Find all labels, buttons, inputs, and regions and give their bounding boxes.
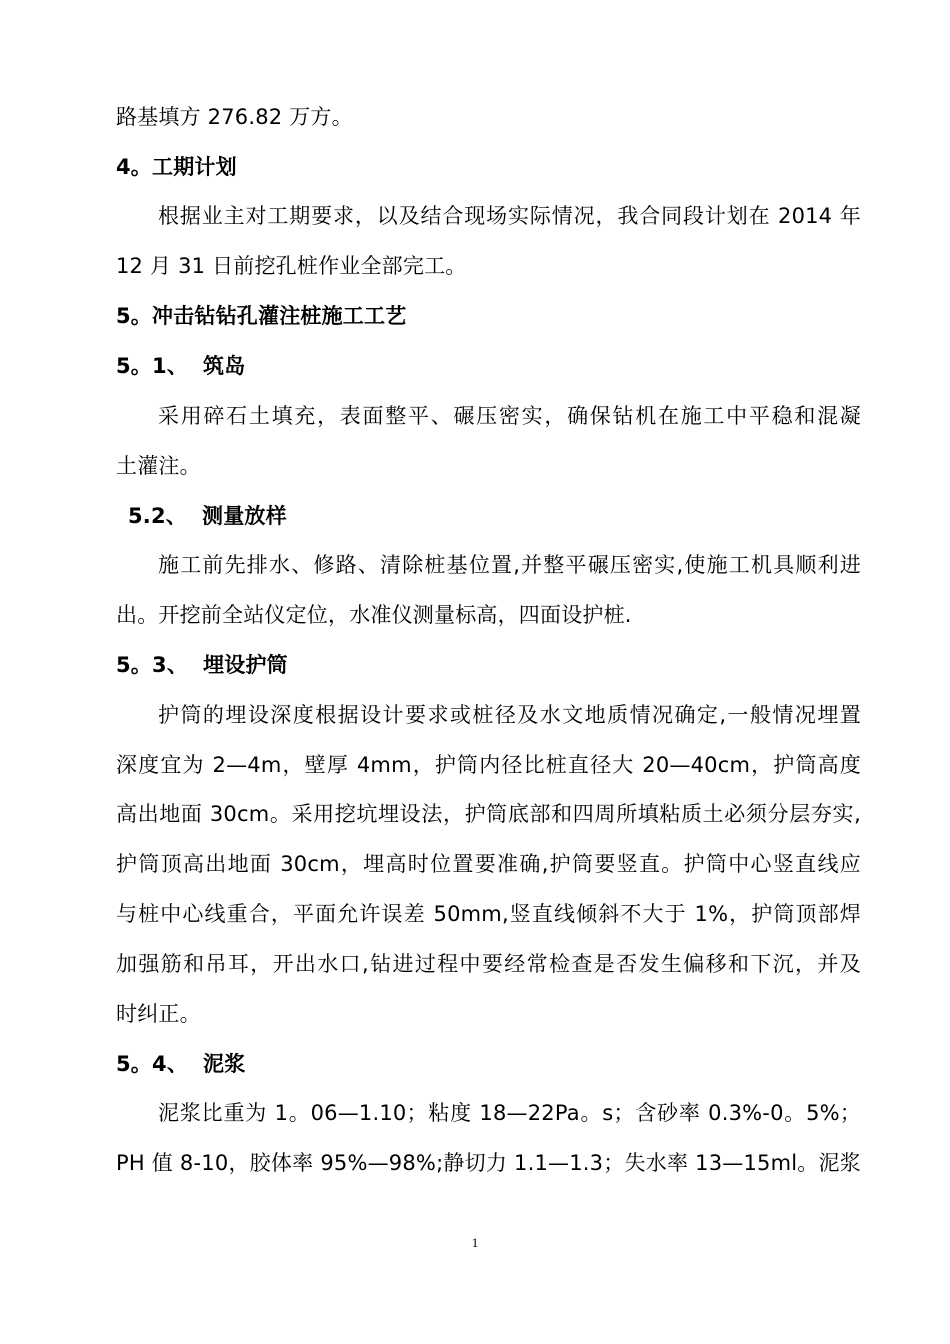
section-heading: 5。冲击钻钻孔灌注桩施工工艺 (116, 304, 407, 328)
paragraph-line: 施工前先排水、修路、清除桩基位置,并整平碾压密实,使施工机具顺利进 (158, 553, 861, 577)
paragraph-line: 出。开挖前全站仪定位，水准仪测量标高，四面设护桩. (116, 603, 632, 627)
paragraph-line: 路基填方 276.82 万方。 (116, 105, 353, 129)
paragraph-line: 护筒的埋设深度根据设计要求或桩径及水文地质情况确定,一般情况埋置 (158, 703, 861, 727)
paragraph-line: 时纠正。 (116, 1002, 201, 1026)
paragraph-line: 土灌注。 (116, 454, 201, 478)
section-heading: 4。工期计划 (116, 155, 237, 179)
paragraph-line: 采用碎石土填充，表面整平、碾压密实，确保钻机在施工中平稳和混凝 (158, 404, 861, 428)
subsection-heading: 5.2、 测量放样 (128, 504, 287, 528)
paragraph-line: 深度宜为 2—4m，壁厚 4mm，护筒内径比桩直径大 20—40cm，护筒高度 (116, 753, 861, 777)
paragraph-line: 根据业主对工期要求，以及结合现场实际情况，我合同段计划在 2014 年 (158, 204, 861, 228)
page-number: 1 (471, 1235, 479, 1250)
paragraph-line: PH 值 8-10，胶体率 95%—98%;静切力 1.1—1.3；失水率 13—15ml。泥浆 (116, 1151, 861, 1175)
subsection-heading: 5。1、 筑岛 (116, 354, 246, 378)
paragraph-line: 加强筋和吊耳，开出水口,钻进过程中要经常检查是否发生偏移和下沉，并及 (116, 952, 861, 976)
subsection-heading: 5。3、 埋设护筒 (116, 653, 288, 677)
paragraph-line: 与桩中心线重合，平面允许误差 50mm,竖直线倾斜不大于 1%，护筒顶部焊 (116, 902, 861, 926)
paragraph-line: 高出地面 30cm。采用挖坑埋设法，护筒底部和四周所填粘质土必须分层夯实, (116, 802, 861, 826)
paragraph-line: 12 月 31 日前挖孔桩作业全部完工。 (116, 254, 467, 278)
paragraph-line: 泥浆比重为 1。06—1.10；粘度 18—22Pa。s；含砂率 0.3%-0。5%； (158, 1101, 861, 1125)
subsection-heading: 5。4、 泥浆 (116, 1052, 246, 1076)
paragraph-line: 护筒顶高出地面 30cm，埋高时位置要准确,护筒要竖直。护筒中心竖直线应 (116, 852, 861, 876)
